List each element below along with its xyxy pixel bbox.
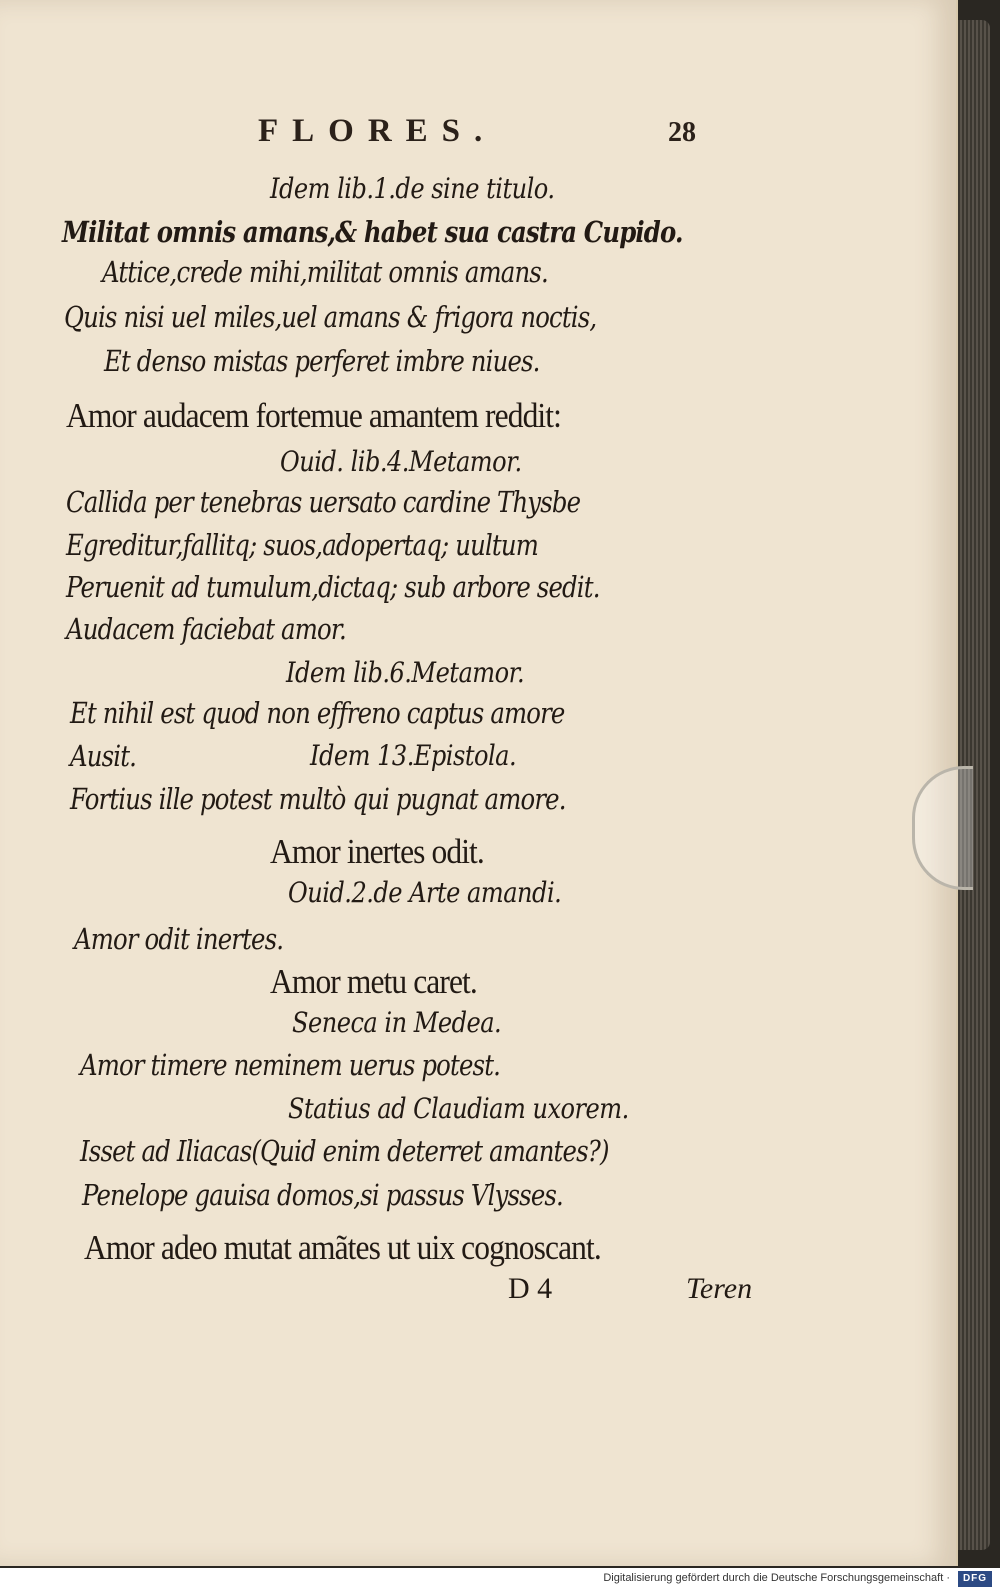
catchword-line [686,1272,752,1306]
running-head: FLORES. [258,113,497,149]
source-citation: Ouid.2.de Arte amandi. [288,876,562,909]
verse-line: Fortius ille potest multò qui pugnat amore. [70,782,566,816]
verse-line: Militat omnis amans,& habet sua castra Cupido. [62,215,683,249]
verse-line: Et nihil est quod non effreno captus amore [70,696,565,730]
dfg-logo: DFG [958,1571,992,1587]
verse-line: Amor odit inertes. [74,922,284,956]
source-citation: Seneca in Medea. [292,1006,502,1039]
source-citation: Idem lib.1.de sine titulo. [270,172,555,205]
verse-line: Ausit. [70,739,137,773]
digitization-footer [0,1568,1000,1593]
verse-line: Quis nisi uel miles,uel amans & frigora noctis, [64,300,597,334]
verse-line: Callida per tenebras uersato cardine Thysbe [66,485,581,519]
maxim-heading: Amor audacem fortemue amantem reddit: [66,396,561,435]
footer-credit: Digitalisierung gefördert durch die Deutsche Forschungsgemeinschaft · [603,1572,950,1584]
maxim-heading: Amor adeo mutat amãtes ut uix cognoscant. [84,1228,601,1267]
verse-line: Isset ad Iliacas(Quid enim deterret amantes?) [80,1134,609,1168]
catchword: Teren [686,1272,753,1305]
source-citation: Idem 13.Epistola. [310,739,517,772]
source-citation: Idem lib.6.Metamor. [286,656,525,689]
verse-line: Amor timere neminem uerus potest. [80,1048,501,1082]
verse-line: Attice,crede mihi,militat omnis amans. [102,255,548,289]
signature-mark [508,1272,552,1306]
page-number: 28 [668,117,696,148]
verse-line: Penelope gauisa domos,si passus Vlysses. [82,1178,563,1212]
source-citation: Ouid. lib.4.Metamor. [280,445,522,478]
verse-line: Peruenit ad tumulum,dictaq; sub arbore sedit. [66,570,600,604]
source-citation: Statius ad Claudiam uxorem. [288,1092,629,1125]
maxim-heading: Amor metu caret. [270,962,477,1001]
verse-line: Egreditur,fallitq; suos,adopertaq; uultum [66,528,538,562]
maxim-heading: Amor inertes odit. [270,832,484,871]
verse-line: Audacem faciebat amor. [66,612,346,646]
verse-line: Et denso mistas perferet imbre niues. [104,344,540,378]
signature: D 4 [508,1272,553,1305]
